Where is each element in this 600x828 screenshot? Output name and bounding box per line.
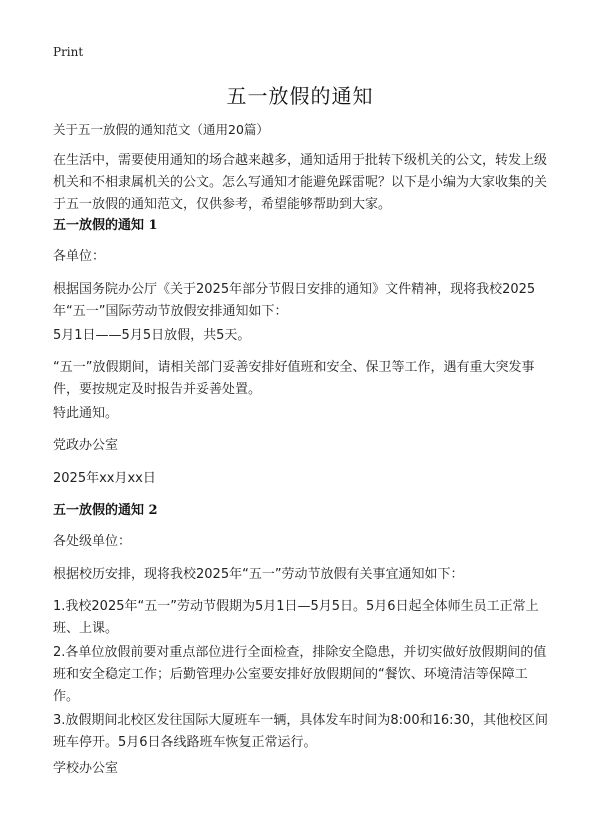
notice-2-signature: 学校办公室 [53,761,119,776]
page-title: 五一放假的通知 [226,84,374,108]
notice-2-body-1: 根据校历安排，现将我校2025年“五一”劳动节放假有关事宜通知如下： [53,567,464,582]
notice-1-body-2: 5月1日——5月5日放假，共5天。 [53,328,251,343]
notice-1-body-1: 根据国务院办公厅《关于2025年部分节假日安排的通知》文件精神，现将我校2025年“五一”国际劳动节放假安排通知如下： [53,282,536,319]
notice-2-salutation: 各处级单位： [53,534,132,549]
notice-1-date: 2025年xx月xx日 [53,471,156,486]
notice-1-signature: 党政办公室 [53,438,119,453]
notice-1-closing: 特此通知。 [53,406,119,421]
notice-1-body-3: “五一”放假期间，请相关部门妥善安排好值班和安全、保卫等工作，遇有重大突发事件，要按规定及时报告并妥善处置。 [53,360,535,397]
notice-2-item-2: 2.各单位放假前要对重点部位进行全面检查，排除安全隐患，并切实做好放假期间的值班和安全稳定工作；后勤管理办公室要安排好放假期间的“餐饮、环境清洁等保障工作。 [53,645,547,704]
notice-2-item-3: 3.放假期间北校区发往国际大厦班车一辆，具体发车时间为8:00和16:30，其他校区间班车停开。5月6日各线路班车恢复正常运行。 [53,713,549,750]
notice-2-heading: 五一放假的通知 2 [53,503,158,518]
notice-2-item-1: 1.我校2025年“五一”劳动节假期为5月1日—5月5日。5月6日起全体师生员工正常上班、上课。 [53,599,539,636]
document-subtitle: 关于五一放假的通知范文（通用20篇） [53,122,269,137]
notice-1-heading: 五一放假的通知 1 [53,218,158,233]
notice-1-salutation: 各单位： [53,249,106,264]
intro-paragraph: 在生活中，需要使用通知的场合越来越多，通知适用于批转下级机关的公文，转发上级机关和不相隶属机关的公文。怎么写通知才能避免踩雷呢？以下是小编为大家收集的关于五一放假的通知范文，仅供参考，希望能够帮助到大家。 [53,153,548,212]
print-link[interactable]: Print [53,45,84,59]
